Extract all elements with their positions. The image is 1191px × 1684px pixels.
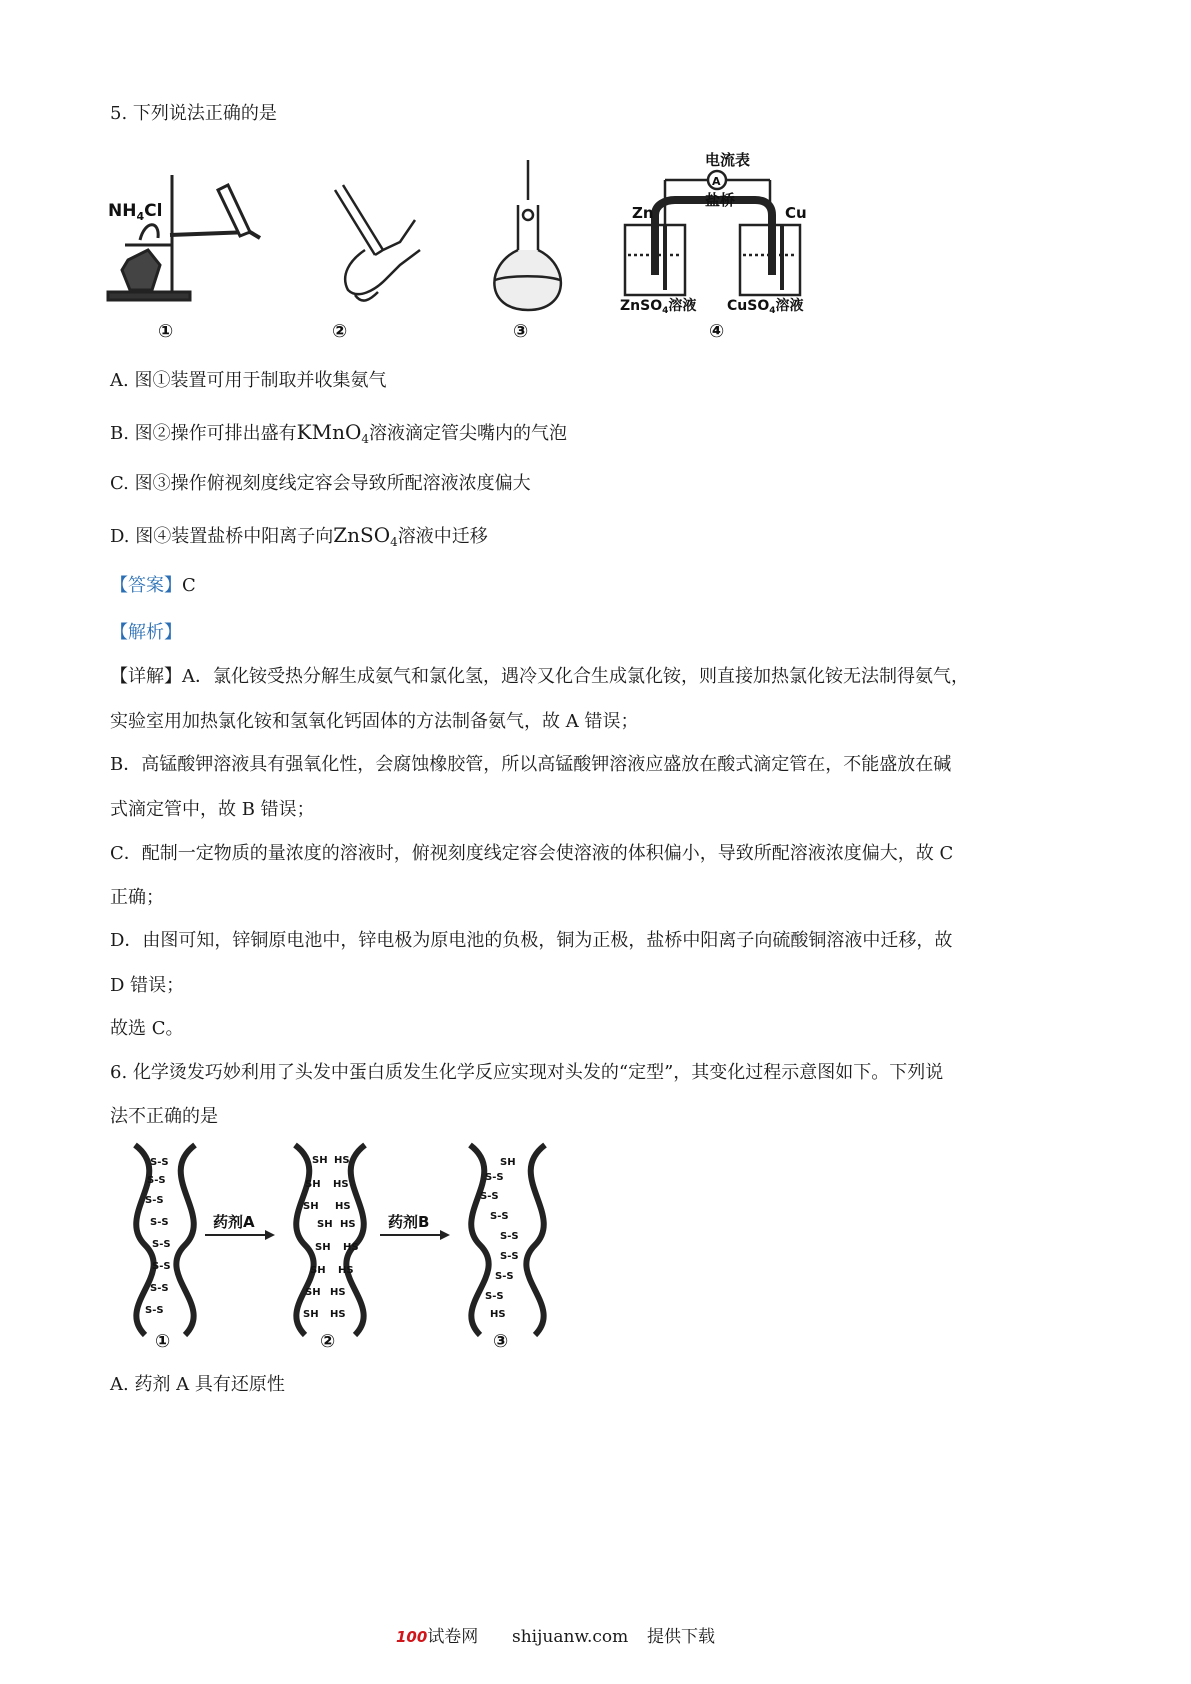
thiol-group-label: SH bbox=[305, 1179, 321, 1190]
figure-caption-4: ④ bbox=[709, 321, 725, 342]
footer-logo bbox=[396, 1625, 478, 1649]
question-6-stem: 6. 化学烫发巧妙利用了头发中蛋白质发生化学反应实现对头发的“定型”，其变化过程示意图如下。下列说 bbox=[110, 1062, 944, 1083]
cu-electrode-label: Cu bbox=[785, 204, 807, 222]
thiol-group-label: SH bbox=[310, 1265, 326, 1276]
detail-line: 式滴定管中，故 B 错误； bbox=[110, 799, 315, 820]
disulfide-bond-label: S-S bbox=[150, 1157, 169, 1168]
salt-bridge-label: 盐桥 bbox=[705, 191, 736, 209]
detail-line: 实验室用加热氯化铵和氢氧化钙固体的方法制备氨气，故 A 错误； bbox=[110, 711, 639, 732]
thiol-group-label: HS bbox=[334, 1155, 350, 1166]
thiol-group-label: SH bbox=[312, 1155, 328, 1166]
thiol-group-label: SH bbox=[500, 1157, 516, 1168]
detail-line: B．高锰酸钾溶液具有强氧化性，会腐蚀橡胶管，所以高锰酸钾溶液应盛放在酸式滴定管在，不能盛放在碱 bbox=[110, 754, 952, 775]
znso4-solution-label: ZnSO$_4$溶液 bbox=[620, 298, 697, 316]
footer-domain[interactable]: shijuanw.com bbox=[512, 1627, 629, 1647]
thiol-group-label: HS bbox=[333, 1179, 349, 1190]
figure-caption-1: ① bbox=[158, 321, 174, 342]
thiol-group-label: SH bbox=[315, 1242, 331, 1253]
figure-caption-2: ② bbox=[332, 321, 348, 342]
disulfide-bond-label: S-S bbox=[152, 1261, 171, 1272]
detail-line: D．由图可知，锌铜原电池中，锌电极为原电池的负极，铜为正极，盐桥中阳离子向硫酸铜溶液中迁移，故 bbox=[110, 930, 953, 951]
reagent-a-arrow bbox=[205, 1213, 275, 1240]
reagent-b-arrow bbox=[380, 1213, 450, 1240]
reagent-a-label: 药剂A bbox=[213, 1213, 255, 1231]
question-5-stem: 5. 下列说法正确的是 bbox=[110, 103, 277, 124]
disulfide-bond-label: S-S bbox=[495, 1271, 514, 1282]
disulfide-bond-label: S-S bbox=[480, 1191, 499, 1202]
thiol-group-label: HS bbox=[490, 1309, 506, 1320]
disulfide-bond-label: S-S bbox=[145, 1195, 164, 1206]
detail-line: 故选 C。 bbox=[110, 1018, 184, 1039]
thiol-group-label: HS bbox=[330, 1287, 346, 1298]
ammeter-symbol: A bbox=[712, 175, 721, 188]
disulfide-bond-label: S-S bbox=[150, 1217, 169, 1228]
disulfide-bond-label: S-S bbox=[485, 1172, 504, 1183]
logo-mark: 100 bbox=[396, 1628, 428, 1646]
apparatus-2-burette-hand bbox=[335, 185, 420, 301]
question-6-figure bbox=[105, 1135, 605, 1350]
footer-site-name: 试卷网 bbox=[427, 1627, 479, 1647]
disulfide-bond-label: S-S bbox=[500, 1231, 519, 1242]
question-6-stem-continued: 法不正确的是 bbox=[110, 1106, 218, 1127]
ammeter-label: 电流表 bbox=[705, 151, 751, 169]
disulfide-bond-label: S-S bbox=[485, 1291, 504, 1302]
footer-provide: 提供下载 bbox=[647, 1627, 715, 1647]
figure-caption-1: ① bbox=[155, 1331, 171, 1350]
option-d: D. 图④装置盐桥中阳离子向ZnSO$_4$溶液中迁移 bbox=[110, 523, 488, 549]
apparatus-4-galvanic-cell bbox=[625, 171, 800, 295]
option-b: B. 图②操作可排出盛有KMnO$_4$溶液滴定管尖嘴内的气泡 bbox=[110, 420, 568, 446]
thiol-group-label: HS bbox=[330, 1309, 346, 1320]
figure-caption-3: ③ bbox=[513, 321, 529, 342]
answer-tag: 【答案】 bbox=[110, 575, 182, 596]
disulfide-bond-label: S-S bbox=[152, 1239, 171, 1250]
thiol-group-label: SH bbox=[303, 1309, 319, 1320]
detail-line: C．配制一定物质的量浓度的溶液时，俯视刻度线定容会使溶液的体积偏小，导致所配溶液浓度偏大，故 C bbox=[110, 843, 954, 864]
question-5-figure bbox=[100, 150, 840, 365]
detail-line: 【详解】A．氯化铵受热分解生成氨气和氯化氢，遇冷又化合生成氯化铵，则直接加热氯化铵无法制得氨气， bbox=[110, 666, 969, 687]
zn-electrode-label: Zn bbox=[632, 204, 654, 222]
disulfide-bond-label: S-S bbox=[150, 1283, 169, 1294]
thiol-group-label: SH bbox=[317, 1219, 333, 1230]
option-c: C. 图③操作俯视刻度线定容会导致所配溶液浓度偏大 bbox=[110, 473, 531, 494]
thiol-group-label: HS bbox=[338, 1265, 354, 1276]
analysis-tag: 【解析】 bbox=[110, 622, 182, 643]
answer bbox=[110, 573, 196, 599]
nh4cl-label: $NH_4Cl$ bbox=[108, 201, 163, 223]
helix-2 bbox=[295, 1145, 365, 1335]
thiol-group-label: HS bbox=[340, 1219, 356, 1230]
cuso4-solution-label: CuSO$_4$溶液 bbox=[727, 298, 804, 316]
answer-value: C bbox=[182, 575, 196, 596]
thiol-group-label: HS bbox=[343, 1242, 359, 1253]
detail-line: 正确； bbox=[110, 887, 164, 908]
thiol-group-label: SH bbox=[305, 1287, 321, 1298]
thiol-group-label: SH bbox=[303, 1201, 319, 1212]
disulfide-bond-label: S-S bbox=[500, 1251, 519, 1262]
reagent-b-label: 药剂B bbox=[388, 1213, 430, 1231]
detail-line: D 错误； bbox=[110, 975, 185, 996]
disulfide-bond-label: S-S bbox=[147, 1175, 166, 1186]
thiol-group-label: HS bbox=[335, 1201, 351, 1212]
figure-caption-2: ② bbox=[320, 1331, 336, 1350]
disulfide-bond-label: S-S bbox=[490, 1211, 509, 1222]
disulfide-bond-label: S-S bbox=[145, 1305, 164, 1316]
question-6-option-a: A. 药剂 A 具有还原性 bbox=[110, 1374, 285, 1395]
option-a: A. 图①装置可用于制取并收集氨气 bbox=[110, 370, 387, 391]
apparatus-3-volumetric-flask bbox=[494, 160, 561, 310]
apparatus-1-heating-tube bbox=[108, 175, 260, 300]
figure-caption-3: ③ bbox=[493, 1331, 509, 1350]
